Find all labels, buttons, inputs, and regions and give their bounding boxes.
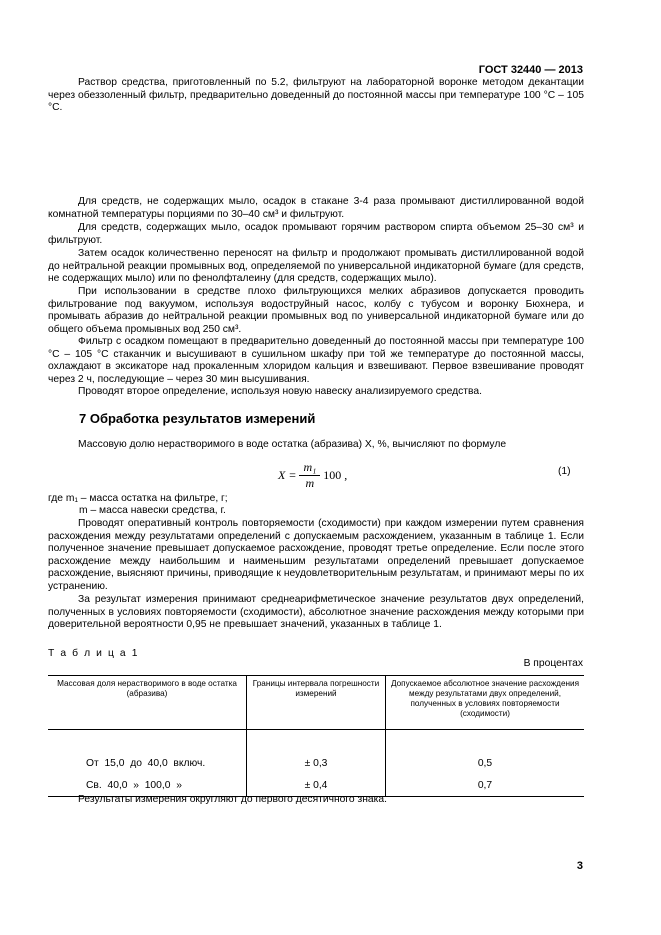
formula-fraction <box>299 460 320 491</box>
paragraph-with-soap: Для средств, содержащих мыло, осадок промывают горячим раствором спирта объемом 25–30 см³ и фильтруют. <box>48 222 584 246</box>
table-cell: Св. 40,0 » 100,0 » <box>48 774 247 797</box>
table-cell: От 15,0 до 40,0 включ. <box>86 757 206 769</box>
table-cell: 0,5 <box>386 752 585 774</box>
paragraph-filtration: Раствор средства, приготовленный по 5.2, фильтруют на лабораторной воронке методом декантации через обеззоленный фильтр, предварительно доведенный до постоянной массы при температуре 100 °С – 105 °С. <box>48 77 584 114</box>
where-line-2: m – масса навески средства, г. <box>79 505 226 516</box>
formula-number: (1) <box>558 466 571 477</box>
table-header-cell: Допускаемое абсолютное значение расхождения между результатами двух определений, полученных в условиях повторяемости (сходимости) <box>386 676 585 730</box>
table-unit: В процентах <box>523 658 583 669</box>
paragraph-control: Проводят оперативный контроль повторяемости (сходимости) при каждом измерении путем сравнения расхождения между результатами определений с допускаемым расхождением, указанным в таблице 1. Если полученное значение превышает допускаемое расхождение, проводят третье определение. Если после этого расхождение между наибольшим и наименьшим результатами определений превышает допускаемое расхождение, выясняют причины, приводящие к неудовлетворительным результатам, и принимают меры по их устранению. <box>48 518 584 592</box>
table-row <box>48 752 584 774</box>
table-cell: ± 0,4 <box>247 774 386 797</box>
where-line-1: где m₁ – масса остатка на фильтре, г; <box>48 493 228 504</box>
table-header-cell: Массовая доля нерастворимого в воде остатка (абразива) <box>48 676 247 730</box>
formula-denominator: m <box>305 476 315 490</box>
formula <box>278 460 347 491</box>
paragraph-no-soap: Для средств, не содержащих мыло, осадок в стакане 3-4 раза промывают дистиллированной водой комнатной температуры порциями по 30–40 см³ и фильтруют. <box>48 196 584 220</box>
paragraph-vacuum: При использовании в средстве плохо фильтрующихся мелких абразивов допускается проводить фильтрование под вакуумом, используя водоструйный насос, колбу с тубусом и воронку Бюхнера, и промывать абразив до нейтральной реакции промывных вод по универсальной индикаторной бумаге или до общего объема промывных вод 250 см³. <box>48 286 584 335</box>
table-header-row <box>48 676 584 730</box>
paragraph-result: За результат измерения принимают среднеарифметическое значение результатов двух определений, полученных в условиях повторяемости (сходимости), абсолютное значение расхождения между которыми при доверительной вероятности 0,95 не превышает значений, указанных в таблице 1. <box>48 594 584 631</box>
table-cell: 0,7 <box>386 774 585 797</box>
document-code: ГОСТ 32440 — 2013 <box>478 64 583 76</box>
formula-factor: 100 , <box>323 468 348 482</box>
table-title: Т а б л и ц а 1 <box>48 648 140 659</box>
paragraph-second-determination: Проводят второе определение, используя новую навеску анализируемого средства. <box>78 386 482 397</box>
results-table <box>48 675 584 797</box>
table-header-cell: Границы интервала погрешности измерений <box>247 676 386 730</box>
formula-numerator: m₁ <box>299 460 320 476</box>
section-heading: 7 Обработка результатов измерений <box>79 411 316 426</box>
formula-intro: Массовую долю нерастворимого в воде остатка (абразива) X, %, вычисляют по формуле <box>78 439 507 450</box>
footer-note: Результаты измерения округляют до первого десятичного знака. <box>78 794 387 805</box>
page-number: 3 <box>576 860 583 872</box>
paragraph-drying: Фильтр с осадком помещают в предварительно доведенный до постоянной массы при температуре 100 °С – 105 °С стаканчик и высушивают в сушильном шкафу при той же температуре до постоянной массы, охлаждают в эксикаторе над прокаленным хлоридом кальция и взвешивают. Первое взвешивание проводят через 2 ч, последующие – через 30 мин высушивания. <box>48 336 584 385</box>
paragraph-transfer: Затем осадок количественно переносят на фильтр и продолжают промывать дистиллированной водой до нейтральной реакции промывных вод, определяемой по универсальной индикаторной бумаге (для средств, не содержащих мыло) или по фенолфталеину (для средств, содержащих мыло). <box>48 248 584 285</box>
table-cell: ± 0,3 <box>247 752 386 774</box>
formula-lhs: X = <box>278 468 297 482</box>
